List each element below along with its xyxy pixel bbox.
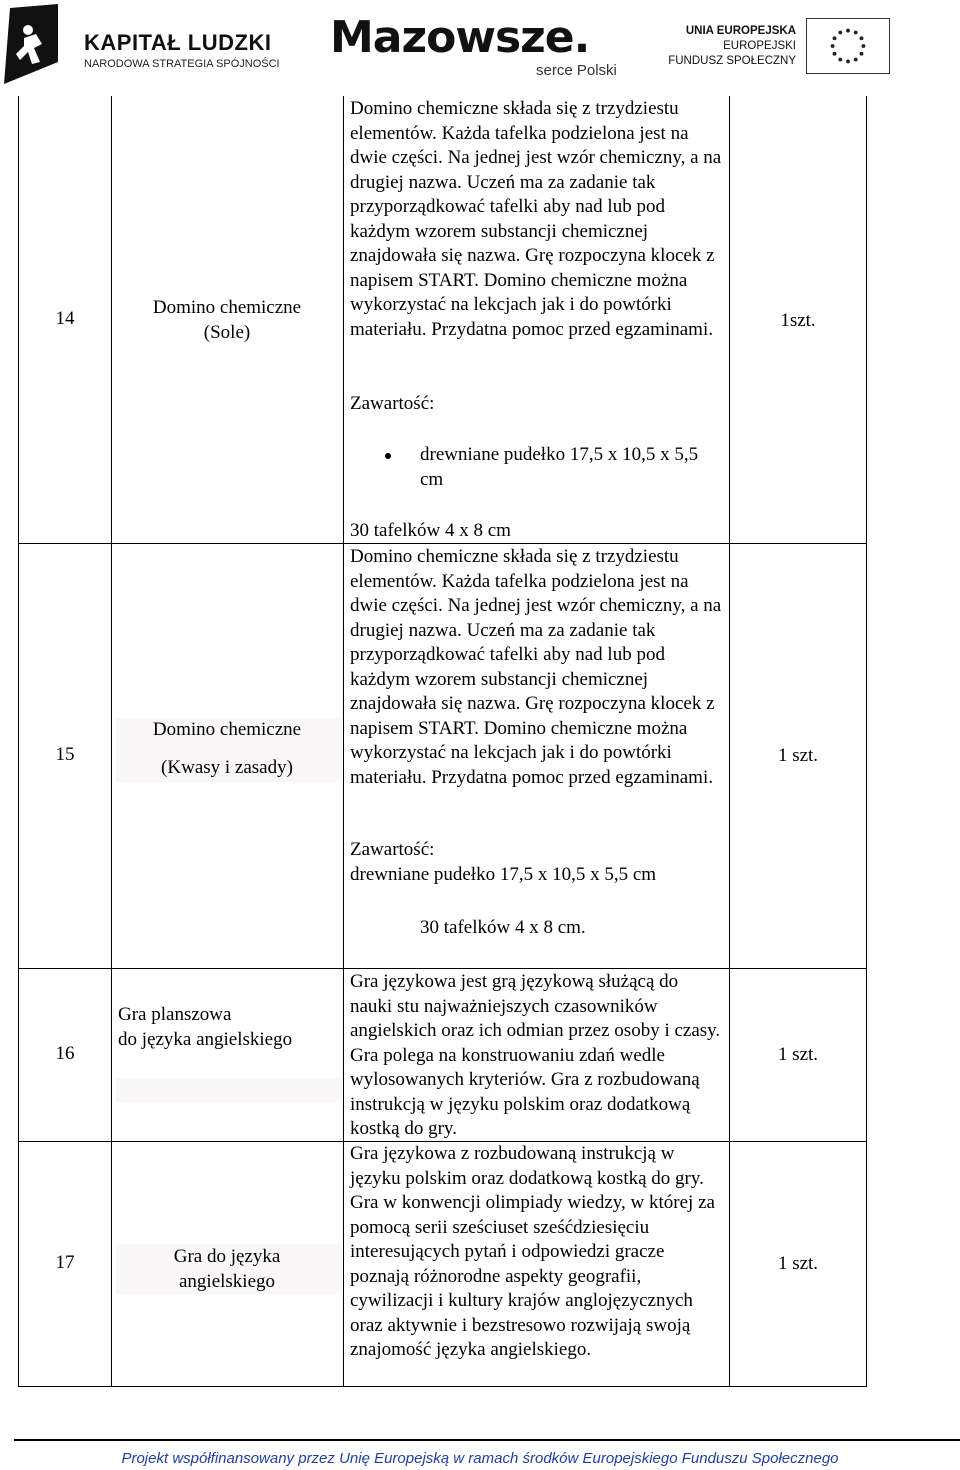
row-16-name-line-2: do języka angielskiego	[118, 1028, 293, 1050]
row-16-name	[118, 1003, 342, 1052]
row-16-quantity: 1 szt.	[777, 1044, 819, 1065]
table-row-divider-2	[18, 968, 867, 969]
table-col-divider-3	[729, 96, 730, 1387]
table-border-bottom	[18, 1386, 867, 1387]
table-border-left	[18, 96, 19, 1387]
row-17-number: 17	[55, 1252, 75, 1273]
footer-divider	[14, 1439, 960, 1441]
kapital-ludzki-subtitle: NARODOWA STRATEGIA SPÓJNOŚCI	[84, 58, 280, 70]
row-17-description: Gra językowa z rozbudowaną instrukcją w języku polskim oraz dodatkową kostką do gry. Gra w konwencji olimpiady wiedzy, w której za pomocą serii sześciuset sześćdziesięciu interesujących pytań i odpowiedzi gracze poznają różnorodne aspekty geografii, cywilizacji i kultury krajów anglojęzycznych oraz aktywnie i bezstresowo rozwijają swoją znajomość języka angielskiego.	[350, 1143, 715, 1360]
eu-flag-icon	[806, 18, 890, 74]
mazowsze-subtitle: serce Polski	[536, 62, 617, 79]
row-14-contents-label: Zawartość:	[350, 393, 435, 414]
row-17-name-line-2: angielskiego	[178, 1270, 276, 1292]
row-16-description: Gra językowa jest grą językową służącą do nauki stu najważniejszych czasowników angielskich oraz ich odmian przez osoby i czasy. Gra polega na konstruowaniu zdań wedle wylosowanych kryteriów. Gra z rozbudowaną instrukcją w języku polskim oraz dodatkową kostką do gry.	[350, 971, 721, 1139]
eu-line-2: EUROPEJSKI	[723, 40, 796, 52]
bullet-icon	[385, 453, 391, 459]
row-15-name-line-2: (Kwasy i zasady)	[161, 757, 293, 778]
row-14-quantity: 1szt.	[780, 310, 816, 331]
row-14-extra: 30 tafelków 4 x 8 cm	[350, 520, 511, 541]
row-14-name-line-1: Domino chemiczne	[152, 297, 302, 318]
table-border-right	[866, 96, 867, 1387]
row-15-contents-label: Zawartość:	[350, 839, 435, 860]
row-17-name	[112, 1245, 342, 1294]
row-14-number: 14	[55, 308, 75, 329]
row-14-bullet-text: drewniane pudełko 17,5 x 10,5 x 5,5 cm	[420, 444, 699, 490]
row-17-name-line-1: Gra do języka	[173, 1246, 281, 1267]
mazowsze-logo: Mazowsze.	[330, 12, 590, 63]
page-header	[0, 0, 960, 92]
row-15-quantity: 1 szt.	[777, 745, 819, 766]
row-14-name-line-2: (Sole)	[203, 321, 251, 343]
table-col-divider-2	[343, 96, 344, 1387]
row-14-description: Domino chemiczne składa się z trzydziestu elementów. Każda tafelka podzielona jest na dwie części. Na jednej jest wzór chemiczny, a na drugiej nazwa. Uczeń ma za zadanie tak przyporządkować tafelki aby nad lub pod każdym wzorem substancji chemicznej znajdowała się nazwa. Grę rozpoczyna klocek z napisem START. Domino chemiczne można wykorzystać na lekcjach jak i do powtórki materiału. Przydatna pomoc przed egzaminami.	[350, 98, 722, 340]
row-15-name	[112, 718, 342, 780]
eu-fund-label	[660, 24, 796, 69]
row-17-quantity: 1 szt.	[777, 1253, 819, 1274]
row-16-number: 16	[55, 1043, 75, 1064]
row-16-name-highlight	[116, 1078, 342, 1102]
row-15-description: Domino chemiczne składa się z trzydziestu elementów. Każda tafelka podzielona jest na dwie części. Na jednej jest wzór chemiczny, a na drugiej nazwa. Uczeń ma za zadanie tak przyporządkować tafelki aby nad lub pod każdym wzorem substancji chemicznej znajdowała się nazwa. Grę rozpoczyna klocek z napisem START. Domino chemiczne można wykorzystać na lekcjach jak i do powtórki materiału. Przydatna pomoc przed egzaminami.	[350, 546, 722, 788]
row-16-name-line-1: Gra planszowa	[118, 1004, 232, 1025]
kapital-ludzki-title: KAPITAŁ LUDZKI	[84, 30, 272, 55]
footer-funding-note: Projekt współfinansowany przez Unię Europejską w ramach środków Europejskiego Funduszu Społecznego	[121, 1450, 839, 1467]
eu-line-1: UNIA EUROPEJSKA	[685, 25, 796, 37]
row-15-extra: 30 tafelków 4 x 8 cm.	[420, 917, 586, 938]
row-15-contents-line: drewniane pudełko 17,5 x 10,5 x 5,5 cm	[350, 864, 657, 885]
kapital-ludzki-logo-icon	[2, 4, 60, 86]
row-14-name	[112, 296, 342, 345]
eu-line-3: FUNDUSZ SPOŁECZNY	[668, 55, 796, 67]
row-15-number: 15	[55, 744, 75, 765]
row-15-name-line-1: Domino chemiczne	[152, 719, 302, 740]
